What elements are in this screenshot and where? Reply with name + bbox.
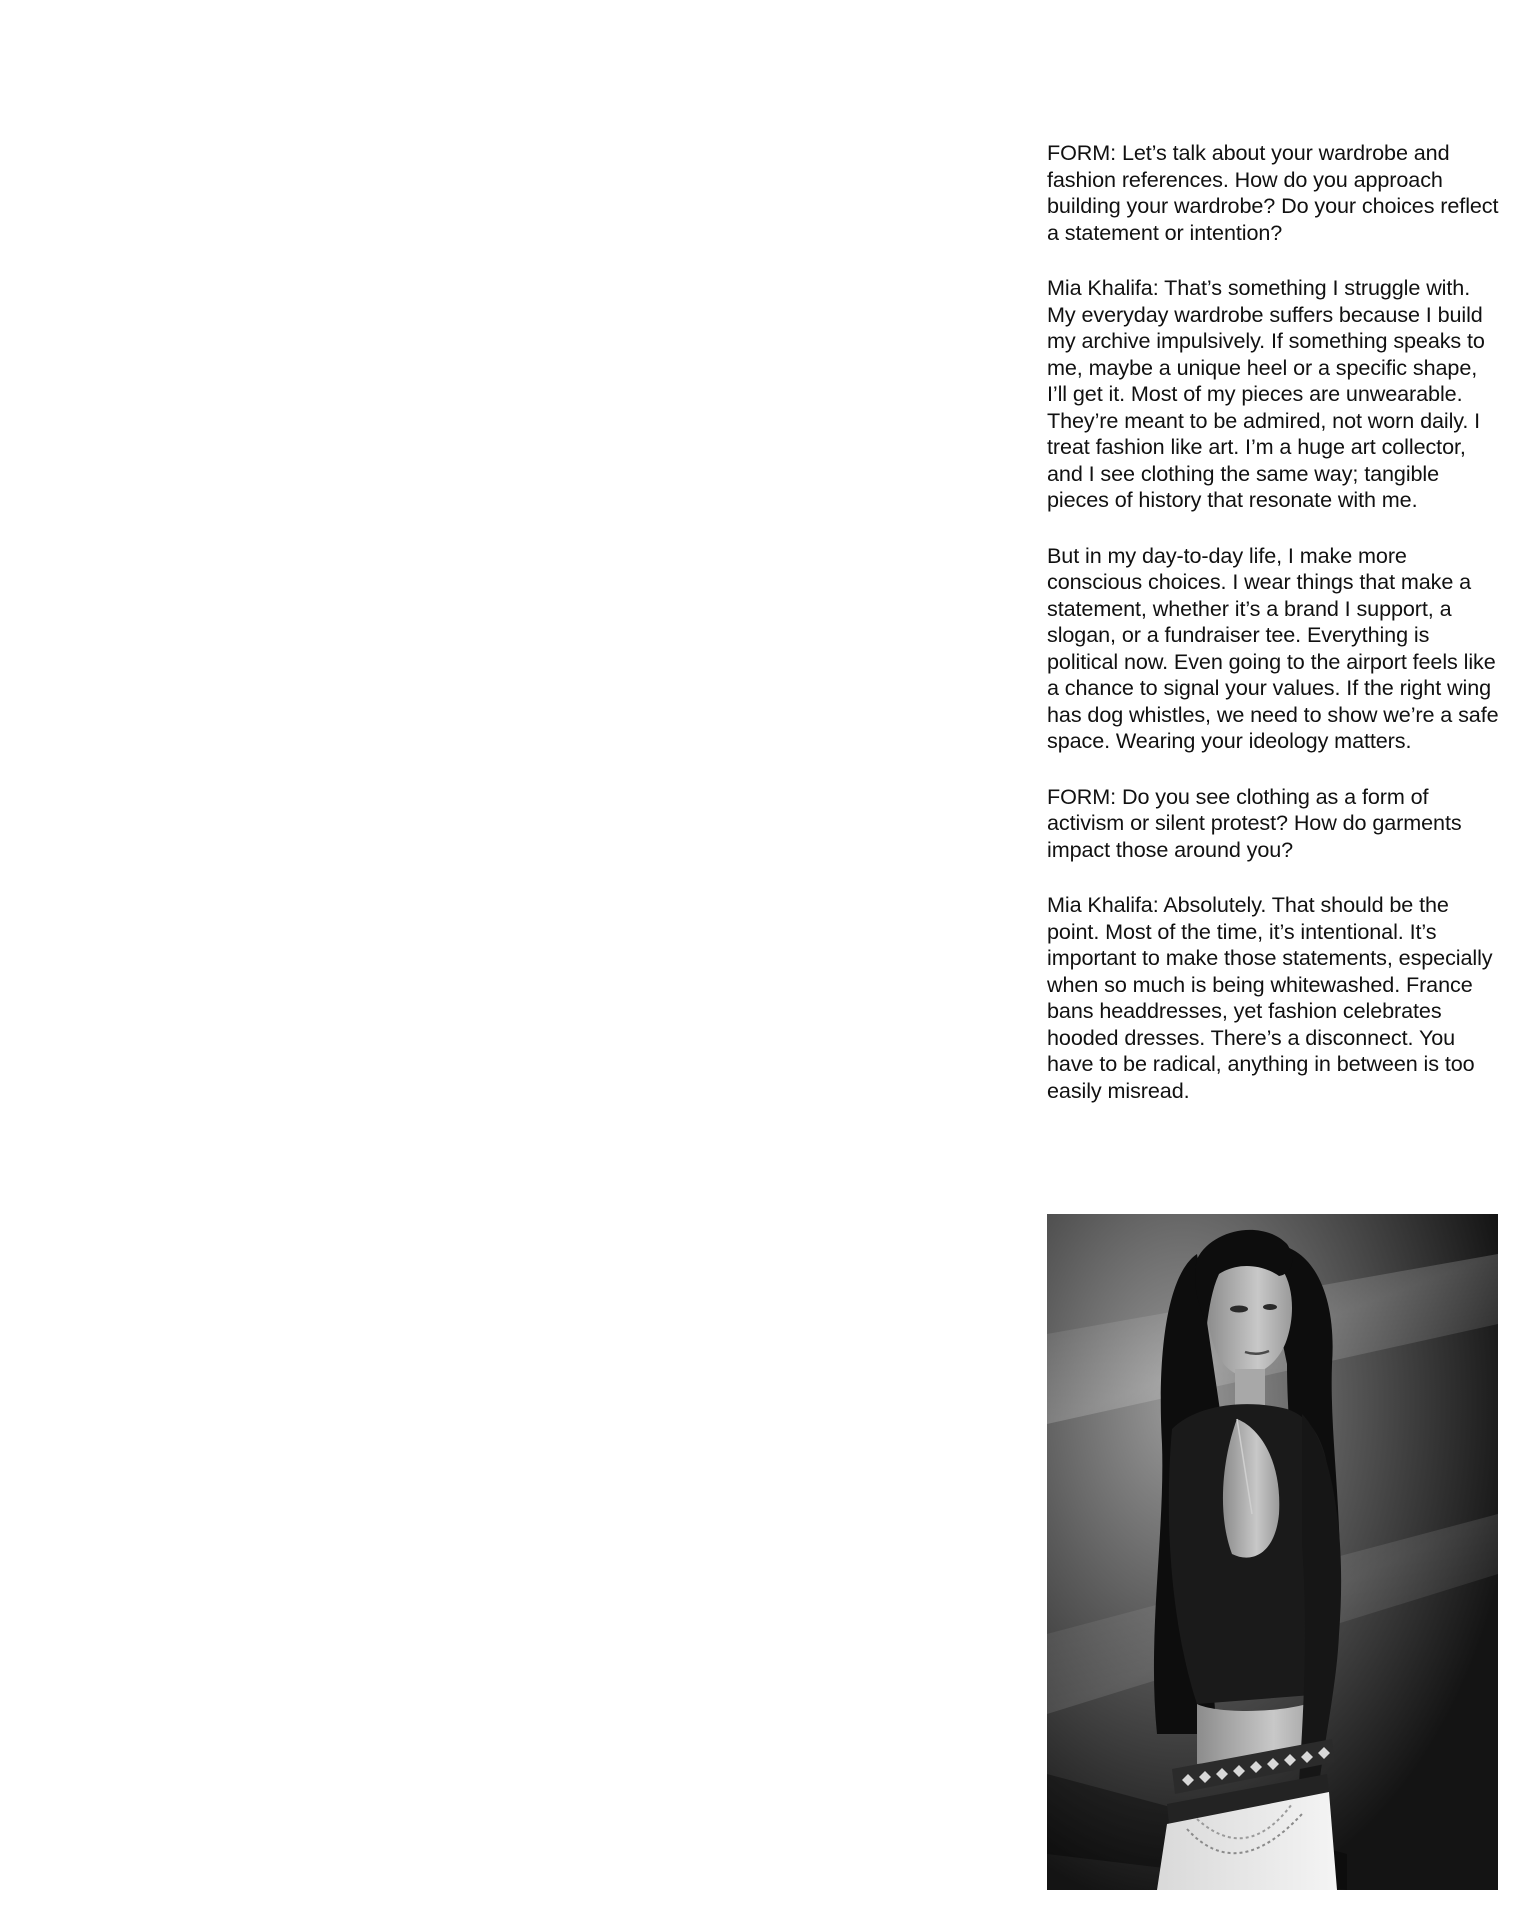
interview-question-1: FORM: Let’s talk about your wardrobe and fashion references. How do you approach building your wardrobe? Do your choices reflect a statement or intention?: [1047, 140, 1499, 245]
eye: [1230, 1306, 1248, 1313]
interview-question-2: FORM: Do you see clothing as a form of activism or silent protest? How do garments impact those around you?: [1047, 783, 1462, 862]
neck: [1235, 1369, 1265, 1409]
interview-answer-1: Mia Khalifa: That’s something I struggle with. My everyday wardrobe suffers because I build my archive impulsively. If something speaks to me, maybe a unique heel or a specific shape, I’ll get it. Most of my pieces are unwearable. They’re meant to be admired, not worn daily. I treat fashion like art. I’m a huge art collector, and I see clothing the same way; tangible pieces of history that resonate with me.: [1047, 275, 1485, 512]
portrait-illustration: [1047, 1214, 1498, 1890]
article-column: [1047, 140, 1502, 1133]
interview-answer-2: Mia Khalifa: Absolutely. That should be the point. Most of the time, it’s intentional. It’s important to make those statements, especially when so much is being whitewashed. France bans headdresses, yet fashion celebrates hooded dresses. There’s a disconnect. You have to be radical, anything in between is too easily misread.: [1047, 892, 1493, 1103]
interview-answer-1-continued: But in my day-to-day life, I make more conscious choices. I wear things that make a statement, whether it’s a brand I support, a slogan, or a fundraiser tee. Everything is political now. Even going to the airport feels like a chance to signal your values. If the right wing has dog whistles, we need to show we’re a safe space. Wearing your ideology matters.: [1047, 542, 1499, 753]
portrait-photo: [1047, 1214, 1498, 1890]
eye: [1263, 1304, 1277, 1310]
